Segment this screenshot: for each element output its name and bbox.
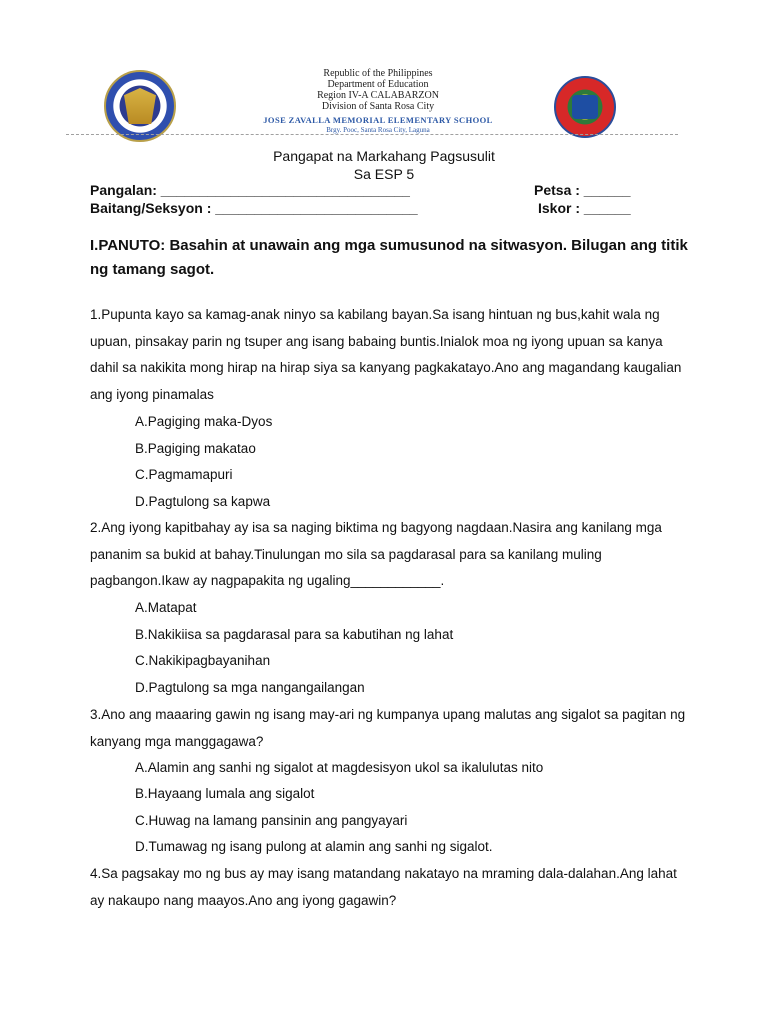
header-divider: [66, 134, 678, 135]
school-logo: [554, 76, 616, 138]
choice-2a: A.Matapat: [135, 600, 197, 615]
gov-line: Division of Santa Rosa City: [321, 101, 435, 112]
name-field: Pangalan: ________________________________: [90, 182, 410, 198]
deped-seal-logo: [104, 70, 176, 142]
gov-line: Republic of the Philippines: [323, 68, 433, 79]
school-address: Brgy. Pooc, Santa Rosa City, Laguna: [326, 126, 430, 134]
choice-1b: B.Pagiging makatao: [135, 441, 256, 456]
choice-1a: A.Pagiging maka-Dyos: [135, 414, 273, 429]
gov-line: Region IV-A CALABARZON: [317, 90, 439, 101]
letterhead-text: [252, 68, 504, 134]
choice-2d: D.Pagtulong sa mga nangangailangan: [135, 680, 365, 695]
gov-line: Department of Education: [327, 79, 429, 90]
exam-subject: Sa ESP 5: [353, 166, 415, 182]
choice-1c: C.Pagmamapuri: [135, 467, 233, 482]
instructions: I.PANUTO: Basahin at unawain ang mga sumusunod na sitwasyon. Bilugan ang titik ng tamang sagot.: [90, 237, 688, 278]
date-field: Petsa : ______: [534, 182, 631, 198]
question-1: 1.Pupunta kayo sa kamag-anak ninyo sa kabilang bayan.Sa isang hintuan ng bus,kahit wala ng upuan, pinsakay parin ng tsuper ang isang babaing buntis.Inialok moa ng iyong upuan sa kanya dahil sa nakikita mong hirap na hirap siya sa kanyang pagkakatayo.Ano ang magandang kaugalian ang iyong pinamalas: [90, 307, 682, 402]
question-3: 3.Ano ang maaaring gawin ng isang may-ari ng kumpanya upang malutas ang sigalot sa pagitan ng kanyang mga manggagawa?: [90, 707, 686, 749]
choice-2b: B.Nakikiisa sa pagdarasal para sa kabutihan ng lahat: [135, 627, 454, 642]
exam-title: Pangapat na Markahang Pagsusulit: [273, 148, 495, 164]
letterhead: [66, 62, 678, 132]
question-2: 2.Ang iyong kapitbahay ay isa sa naging biktima ng bagyong nagdaan.Nasira ang kanilang mga pananim sa bukid at bahay.Tinulungan mo sila sa pagdarasal para sa kanilang muling pagbangon.Ikaw ay nagpapakita ng ugaling____________.: [90, 520, 662, 589]
choice-3d: D.Tumawag ng isang pulong at alamin ang sanhi ng sigalot.: [135, 839, 493, 854]
choice-3b: B.Hayaang lumala ang sigalot: [135, 786, 315, 801]
score-field: Iskor : ______: [538, 200, 631, 216]
question-4: 4.Sa pagsakay mo ng bus ay may isang matandang nakatayo na mraming dala-dalahan.Ang lahat ay nakaupo nang maayos.Ano ang iyong gagawin?: [90, 866, 677, 908]
choice-1d: D.Pagtulong sa kapwa: [135, 494, 271, 509]
school-name: JOSE ZAVALLA MEMORIAL ELEMENTARY SCHOOL: [263, 115, 493, 125]
choice-3c: C.Huwag na lamang pansinin ang pangyayari: [135, 813, 408, 828]
choice-2c: C.Nakikipagbayanihan: [135, 653, 271, 668]
grade-section-field: Baitang/Seksyon : __________________________: [90, 200, 418, 216]
choice-3a: A.Alamin ang sanhi ng sigalot at magdesisyon ukol sa ikalulutas nito: [135, 760, 544, 775]
